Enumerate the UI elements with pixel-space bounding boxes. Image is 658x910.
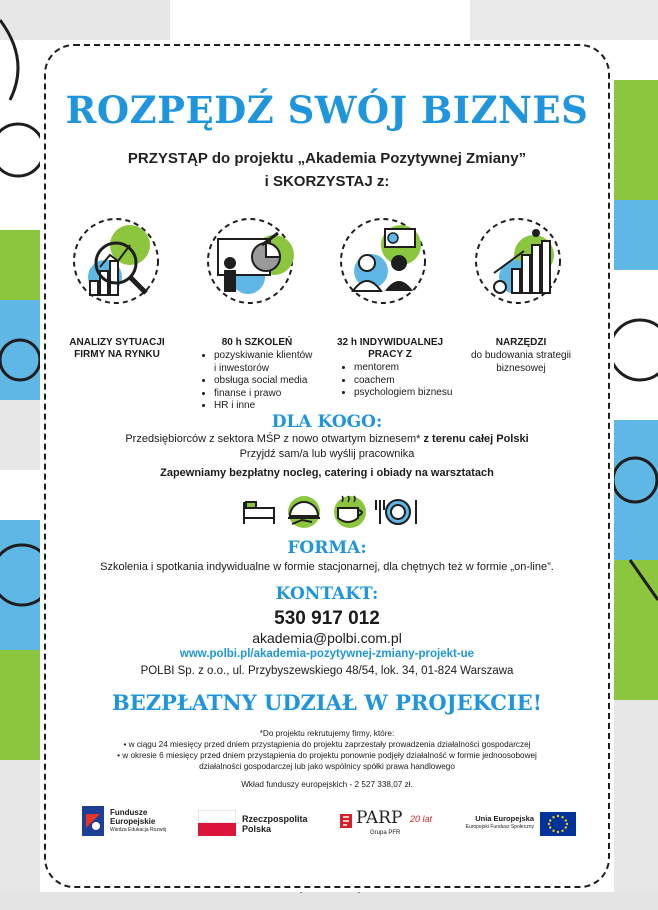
fine-print-intro: *Do projektu rekrutujemy firmy, które: — [259, 729, 395, 738]
list-item: • HR i inne — [214, 400, 338, 413]
fe-line3: Wiedza Edukacja Rozwój — [110, 827, 167, 833]
rp-line2: Polska — [242, 824, 272, 834]
growth-stairs-icon — [472, 215, 564, 307]
fe-line1: Fundusze — [110, 808, 148, 817]
list-item: • pozyskiwanie klientów — [214, 350, 338, 363]
feature-tools-desc-line2: biznesowej — [496, 362, 546, 374]
fe-star-icon — [80, 804, 106, 838]
logo-fundusze-europejskie — [80, 800, 180, 850]
presentation-icon — [204, 215, 296, 307]
parp-mark-icon — [340, 814, 352, 828]
forma-heading: FORMA: — [287, 538, 367, 558]
feature-tools-label: NARZĘDZI — [495, 337, 547, 348]
feature-analysis — [50, 337, 184, 361]
funding-amount: Wkład funduszy europejskich - 2 527 338,07 zł. — [241, 780, 413, 789]
feature-analysis-line2: FIRMY NA RYNKU — [74, 349, 160, 360]
parp-sub: Grupa PFR — [370, 830, 401, 836]
feature-individual-label — [323, 337, 457, 361]
coffee-icon — [334, 496, 366, 528]
bed-icon — [244, 502, 274, 524]
logo-unia-europejska — [456, 800, 582, 850]
free-participation-banner: BEZPŁATNY UDZIAŁ W PROJEKCIE! — [111, 690, 543, 715]
list-item: • finanse i prawo — [214, 388, 338, 401]
address: POLBI Sp. z o.o., ul. Przybyszewskiego 48/54, lok. 34, 01-824 Warszawa — [140, 665, 514, 677]
fine-print-bullet2-text: w okresie 6 miesięcy przed dniem przystąpienia do projektu ponownie podjęły działalność w formie jednoosobowej — [122, 751, 537, 760]
rp-line1: Rzeczpospolita — [242, 814, 308, 824]
logo-parp — [340, 800, 440, 850]
dla-kogo-line3: Zapewniamy bezpłatny nocleg, catering i obiady na warsztatach — [160, 467, 494, 479]
feature-individual-line2: PRACY Z — [368, 349, 412, 360]
phone-number[interactable]: 530 917 012 — [274, 608, 380, 629]
feature-tools-desc-line1: do budowania strategii — [470, 350, 572, 361]
fe-line2: Europejskie — [110, 817, 156, 826]
polish-flag-icon — [198, 810, 236, 836]
ue-line1: Unia Europejska — [475, 814, 534, 823]
fine-print-bullet1: • w ciągu 24 miesięcy przed dniem przystąpienia do projektu zaprzestały prowadzenia działalności gospodarczej — [123, 740, 531, 749]
dinner-icon — [376, 500, 416, 524]
kontakt-heading: KONTAKT: — [275, 584, 379, 604]
list-item: • psychologiem biznesu — [354, 387, 478, 400]
page-title: ROZPĘDŹ SWÓJ BIZNES — [65, 88, 589, 132]
email-link[interactable]: akademia@polbi.com.pl — [252, 630, 402, 646]
list-item: i inwestorów — [214, 362, 270, 374]
feature-training-label: 80 h SZKOLEŃ — [221, 337, 293, 348]
feature-analysis-line1: ANALIZY SYTUACJI — [69, 337, 165, 348]
list-item: • mentorem — [354, 362, 478, 375]
dla-kogo-line2: Przyjdź sam/a lub wyślij pracownika — [239, 448, 415, 460]
dla-kogo-line1-b: z terenu całej Polski — [420, 433, 529, 445]
fine-print-bullet2-cont: działalności gospodarczej lub jako wspólnicy spółki prawa handlowego — [199, 762, 455, 771]
feature-training-list — [200, 350, 338, 413]
dla-kogo-line1-a: Przedsiębiorców z sektora MŚP z nowo otwartym biznesem* — [125, 433, 421, 445]
ue-line2: Europejski Fundusz Społeczny — [465, 824, 534, 830]
website-link[interactable]: www.polbi.pl/akademia-pozytywnej-zmiany-projekt-ue — [179, 648, 475, 660]
catering-icon — [288, 496, 320, 528]
people-talk-icon — [337, 215, 429, 307]
list-item: • coachem — [354, 375, 478, 388]
feature-tools-desc — [466, 350, 576, 375]
parp-years: 20 lat — [410, 814, 433, 824]
forma-text: Szkolenia i spotkania indywidualne w formie stacjonarnej, dla chętnych też w formie „on-line”. — [100, 561, 554, 573]
subtitle-line2: i SKORZYSTAJ z: — [264, 173, 390, 190]
parp-main: PARP — [356, 808, 403, 828]
feature-individual-list — [340, 362, 478, 400]
magnifier-chart-icon — [70, 215, 162, 307]
feature-individual-line1: 32 h INDYWIDUALNEJ — [336, 337, 444, 348]
dla-kogo-line1 — [40, 432, 614, 446]
subtitle-line1: PRZYSTĄP do projektu „Akademia Pozytywnej Zmiany” — [127, 150, 527, 167]
list-item: • obsługa social media — [214, 375, 338, 388]
logo-rzeczpospolita — [198, 800, 318, 850]
eu-flag-icon — [540, 812, 576, 836]
dla-kogo-heading: DLA KOGO: — [271, 412, 383, 432]
fine-print-bullet2: • w okresie 6 miesięcy przed dniem przystąpienia do projektu ponownie podjęły działalność w formie jednoosobowej — [117, 751, 537, 760]
fine-print-bullet1-text: w ciągu 24 miesięcy przed dniem przystąpienia do projektu zaprzestały prowadzenia działalności gospodarczej — [128, 740, 531, 749]
amenities-icons — [240, 494, 420, 530]
